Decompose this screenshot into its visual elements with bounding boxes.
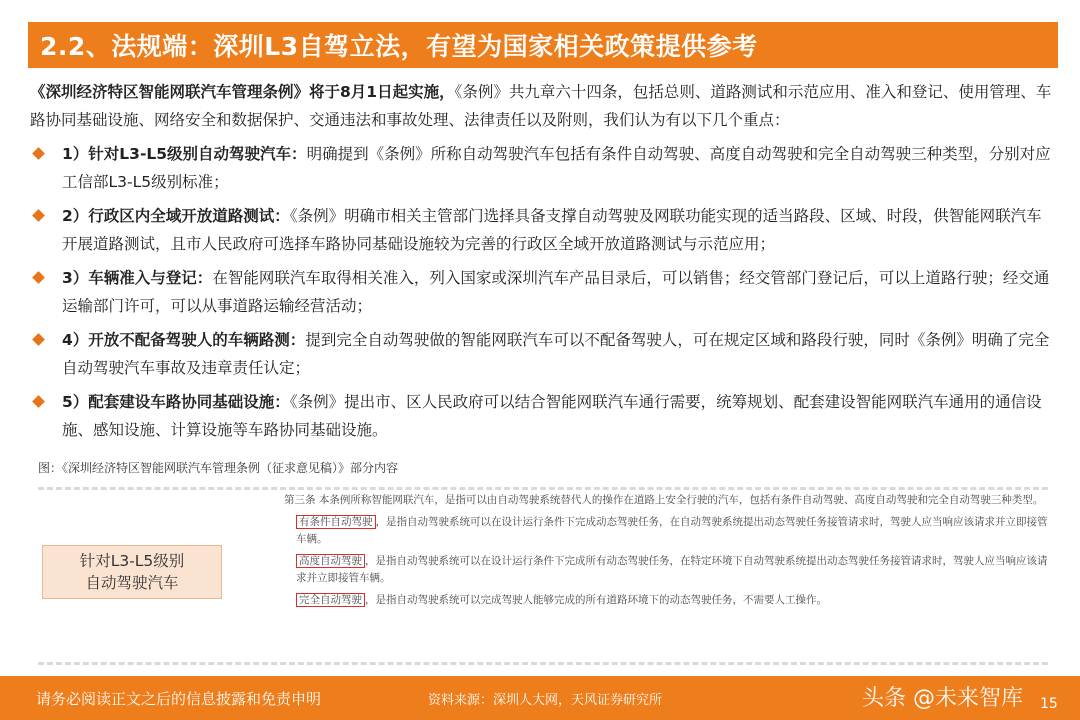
bullet-num: 4） xyxy=(62,331,89,349)
disclaimer-text: 请务必阅读正文之后的信息披露和免责申明 xyxy=(36,690,322,708)
figure-label-box xyxy=(42,545,222,599)
bullet-item-4 xyxy=(30,326,1056,382)
body-text xyxy=(30,78,1056,444)
bullet-heading: 配套建设车路协同基础设施： xyxy=(88,393,290,411)
bullet-text: 《条例》提出市、区人民政府可以结合智能网联汽车通行需要，统筹规划、配套建设智能网联汽车通用的通信设施、感知设施、计算设施等车路协同基础设施。 xyxy=(62,393,1042,439)
bullet-item-3 xyxy=(30,264,1056,320)
divider xyxy=(38,662,1048,665)
bullet-num: 5） xyxy=(62,393,89,411)
highlighted-term: 有条件自动驾驶 xyxy=(296,515,376,529)
page-title: 2.2、法规端：深圳L3自驾立法，有望为国家相关政策提供参考 xyxy=(40,32,758,61)
bullet-heading: 针对L3-L5级别自动驾驶汽车： xyxy=(88,145,307,163)
definition-item xyxy=(284,553,1048,587)
highlighted-term: 高度自动驾驶 xyxy=(296,554,365,568)
definition-text: ，是指自动驾驶系统可以完成驾驶人能够完成的所有道路环境下的动态驾驶任务，不需要人工操作。 xyxy=(365,594,827,606)
title-bar xyxy=(28,22,1058,68)
bullet-text: 提到完全自动驾驶做的智能网联汽车可以不配备驾驶人，可在规定区域和路段行驶，同时《条例》明确了完全自动驾驶汽车事故及违章责任认定； xyxy=(62,331,1050,377)
divider xyxy=(38,487,1048,490)
figure-label-line2: 自动驾驶汽车 xyxy=(85,574,179,592)
figure-label-line1: 针对L3-L5级别 xyxy=(79,552,185,570)
footer-bar xyxy=(0,676,1080,720)
definition-item xyxy=(284,592,1048,609)
diamond-bullet-icon xyxy=(32,333,45,346)
diamond-bullet-icon xyxy=(32,271,45,284)
bullet-text: 明确提到《条例》所称自动驾驶汽车包括有条件自动驾驶、高度自动驾驶和完全自动驾驶三种类型，分别对应工信部L3-L5级别标准； xyxy=(62,145,1051,191)
diamond-bullet-icon xyxy=(32,209,45,222)
highlighted-term: 完全自动驾驶 xyxy=(296,593,365,607)
definition-text: ，是指自动驾驶系统可以在设计运行条件下完成所有动态驾驶任务，在特定环境下自动驾驶系统提出动态驾驶任务接管请求时，驾驶人应当响应该请求并立即接管车辆。 xyxy=(296,555,1048,584)
bullet-num: 2） xyxy=(62,207,89,225)
bullet-heading: 车辆准入与登记： xyxy=(88,269,213,287)
source-text: 资料来源：深圳人大网，天风证券研究所 xyxy=(428,693,663,708)
bullet-text: 《条例》明确市相关主管部门选择具备支撑自动驾驶及网联功能实现的适当路段、区域、时段，供智能网联汽车开展道路测试，且市人民政府可选择车路协同基础设施较为完善的行政区全域开放道路测试与示范应用； xyxy=(62,207,1042,253)
bullet-item-2 xyxy=(30,202,1056,258)
bullet-num: 1） xyxy=(62,145,89,163)
bullet-item-1 xyxy=(30,140,1056,196)
regulation-excerpt xyxy=(284,492,1048,614)
diamond-bullet-icon xyxy=(32,395,45,408)
page-number: 15 xyxy=(1040,696,1058,712)
intro-paragraph xyxy=(30,78,1056,134)
bullet-num: 3） xyxy=(62,269,89,287)
article-text: 第三条 本条例所称智能网联汽车，是指可以由自动驾驶系统替代人的操作在道路上安全行驶的汽车，包括有条件自动驾驶、高度自动驾驶和完全自动驾驶三种类型。 xyxy=(284,494,1044,506)
diamond-bullet-icon xyxy=(32,147,45,160)
definition-text: ，是指自动驾驶系统可以在设计运行条件下完成动态驾驶任务，在自动驾驶系统提出动态驾驶任务接管请求时，驾驶人应当响应该请求并立即接管车辆。 xyxy=(296,516,1048,545)
bullet-item-5 xyxy=(30,388,1056,444)
bullet-heading: 开放不配备驾驶人的车辆路测： xyxy=(88,331,306,349)
intro-bold: 《深圳经济特区智能网联汽车管理条例》将于8月1日起实施， xyxy=(30,83,455,101)
figure-caption: 图：《深圳经济特区智能网联汽车管理条例（征求意见稿）》部分内容 xyxy=(38,461,399,475)
watermark: 头条 @未来智库 xyxy=(862,686,1023,711)
bullet-heading: 行政区内全域开放道路测试： xyxy=(88,207,290,225)
definition-item xyxy=(284,514,1048,548)
bullet-text: 在智能网联汽车取得相关准入，列入国家或深圳汽车产品目录后，可以销售；经交管部门登记后，可以上道路行驶；经交通运输部门许可，可以从事道路运输经营活动； xyxy=(62,269,1050,315)
intro-text: 《条例》共九章六十四条，包括总则、道路测试和示范应用、准入和登记、使用管理、车路协同基础设施、网络安全和数据保护、交通违法和事故处理、法律责任以及附则，我们认为有以下几个重点： xyxy=(30,83,1052,129)
